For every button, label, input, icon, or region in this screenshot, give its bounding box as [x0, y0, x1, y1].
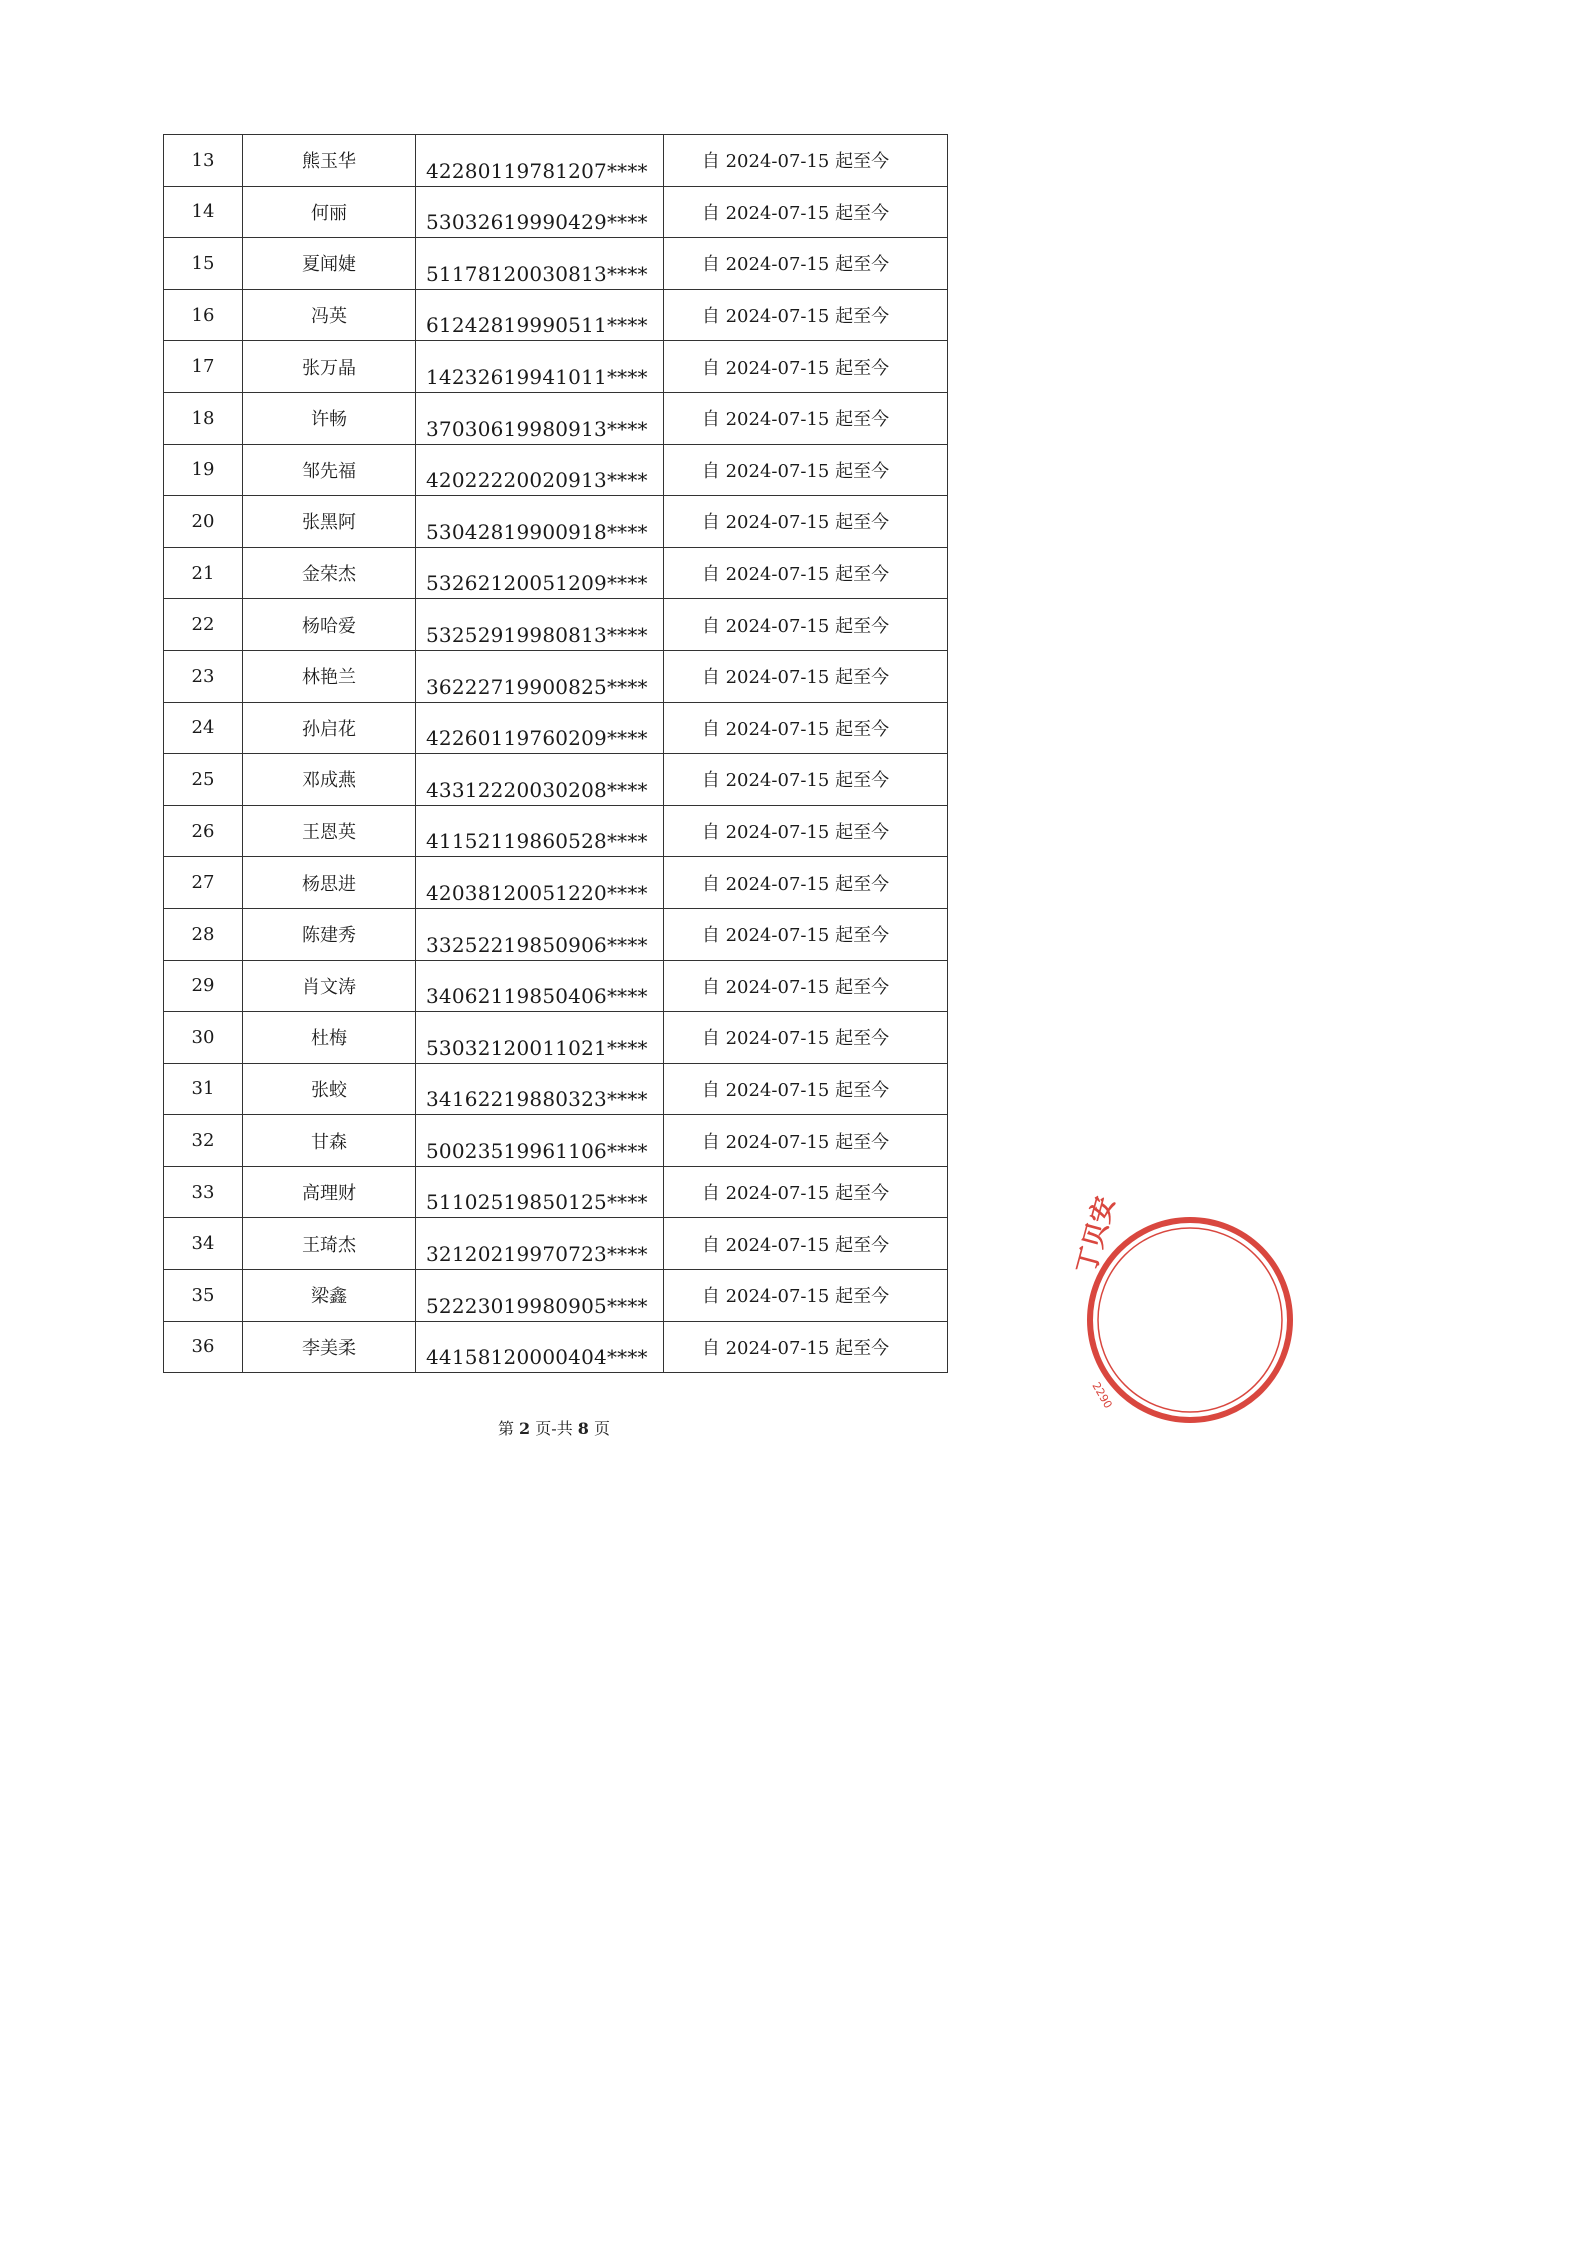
- svg-text:丁贝安: 丁贝安: [1071, 1193, 1121, 1277]
- id-number: 61242819990511****: [426, 313, 648, 338]
- start-date: 自 2024-07-15 起至今: [701, 564, 890, 586]
- row-number: 35: [191, 1284, 215, 1306]
- id-number: 43312220030208****: [426, 777, 648, 802]
- person-name: 梁鑫: [311, 1286, 347, 1308]
- row-number: 20: [191, 510, 215, 532]
- id-number: 53042819900918****: [426, 519, 648, 544]
- row-number: 14: [191, 201, 215, 223]
- person-name: 王恩英: [302, 822, 356, 844]
- table-body: [164, 135, 948, 1373]
- row-number: 19: [191, 459, 215, 481]
- start-date: 自 2024-07-15 起至今: [701, 512, 890, 534]
- id-number: 53032120011021****: [426, 1035, 648, 1060]
- person-name: 熊玉华: [302, 151, 356, 173]
- person-name: 张黑阿: [302, 512, 356, 534]
- person-name: 邓成燕: [302, 770, 356, 792]
- id-number: 32120219970723****: [426, 1242, 648, 1267]
- start-date: 自 2024-07-15 起至今: [701, 1234, 890, 1256]
- person-name: 张蛟: [311, 1079, 347, 1101]
- start-date: 自 2024-07-15 起至今: [701, 925, 890, 947]
- table-row: [164, 444, 948, 496]
- svg-text:2290: 2290: [1089, 1380, 1115, 1411]
- start-date: 自 2024-07-15 起至今: [701, 254, 890, 276]
- person-name: 肖文涛: [302, 976, 356, 998]
- personnel-table: [163, 134, 948, 1373]
- start-date: 自 2024-07-15 起至今: [701, 151, 890, 173]
- start-date: 自 2024-07-15 起至今: [701, 1131, 890, 1153]
- start-date: 自 2024-07-15 起至今: [701, 667, 890, 689]
- person-name: 何丽: [311, 202, 347, 224]
- id-number: 51178120030813****: [426, 261, 648, 286]
- row-number: 18: [191, 407, 215, 429]
- table-row: [164, 238, 948, 290]
- id-number: 34162219880323****: [426, 1087, 648, 1112]
- page-footer: [0, 1416, 1108, 1439]
- person-name: 邹先福: [302, 460, 356, 482]
- table-row: [164, 547, 948, 599]
- table-row: [164, 1218, 948, 1270]
- id-number: 41152119860528****: [426, 829, 648, 854]
- row-number: 28: [191, 923, 215, 945]
- table-row: [164, 908, 948, 960]
- footer-middle: 页-共: [535, 1419, 573, 1438]
- row-number: 27: [191, 872, 215, 894]
- official-seal: [1071, 1193, 1140, 1425]
- row-number: 21: [191, 562, 215, 584]
- table-row: [164, 1166, 948, 1218]
- row-number: 34: [191, 1233, 215, 1255]
- footer-prefix: 第: [497, 1419, 514, 1438]
- person-name: 甘森: [311, 1131, 347, 1153]
- table-row: [164, 496, 948, 548]
- footer-suffix: 页: [594, 1419, 611, 1438]
- start-date: 自 2024-07-15 起至今: [701, 718, 890, 740]
- row-number: 29: [191, 975, 215, 997]
- id-number: 36222719900825****: [426, 674, 648, 699]
- table-row: [164, 857, 948, 909]
- row-number: 23: [191, 665, 215, 687]
- row-number: 26: [191, 820, 215, 842]
- id-number: 34062119850406****: [426, 984, 648, 1009]
- start-date: 自 2024-07-15 起至今: [701, 357, 890, 379]
- id-number: 37030619980913****: [426, 416, 648, 441]
- table-row: [164, 650, 948, 702]
- start-date: 自 2024-07-15 起至今: [701, 1079, 890, 1101]
- person-name: 金荣杰: [302, 564, 356, 586]
- row-number: 22: [191, 614, 215, 636]
- id-number: 14232619941011****: [426, 364, 648, 389]
- person-name: 陈建秀: [302, 925, 356, 947]
- person-name: 王琦杰: [302, 1234, 356, 1256]
- id-number: 42260119760209****: [426, 726, 648, 751]
- id-number: 52223019980905****: [426, 1293, 648, 1318]
- start-date: 自 2024-07-15 起至今: [701, 460, 890, 482]
- table-row: [164, 1063, 948, 1115]
- row-number: 32: [191, 1130, 215, 1152]
- row-number: 15: [191, 252, 215, 274]
- person-name: 杜梅: [311, 1028, 347, 1050]
- start-date: 自 2024-07-15 起至今: [701, 409, 890, 431]
- start-date: 自 2024-07-15 起至今: [701, 1286, 890, 1308]
- person-name: 张万晶: [302, 357, 356, 379]
- row-number: 24: [191, 717, 215, 739]
- table-row: [164, 1321, 948, 1373]
- id-number: 42280119781207****: [426, 158, 648, 183]
- table-row: [164, 392, 948, 444]
- start-date: 自 2024-07-15 起至今: [701, 873, 890, 895]
- table-row: [164, 805, 948, 857]
- row-number: 30: [191, 1026, 215, 1048]
- start-date: 自 2024-07-15 起至今: [701, 306, 890, 328]
- table-row: [164, 702, 948, 754]
- table-row: [164, 1012, 948, 1064]
- table-row: [164, 960, 948, 1012]
- table-row: [164, 599, 948, 651]
- id-number: 42022220020913****: [426, 468, 648, 493]
- person-name: 冯英: [311, 306, 347, 328]
- start-date: 自 2024-07-15 起至今: [701, 1337, 890, 1359]
- person-name: 孙启花: [302, 718, 356, 740]
- person-name: 夏闻婕: [302, 254, 356, 276]
- table-row: [164, 1115, 948, 1167]
- person-name: 林艳兰: [302, 667, 356, 689]
- start-date: 自 2024-07-15 起至今: [701, 202, 890, 224]
- start-date: 自 2024-07-15 起至今: [701, 615, 890, 637]
- table-row: [164, 289, 948, 341]
- current-page-number: 2: [519, 1419, 531, 1438]
- id-number: 50023519961106****: [426, 1138, 648, 1163]
- start-date: 自 2024-07-15 起至今: [701, 770, 890, 792]
- person-name: 许畅: [311, 409, 347, 431]
- start-date: 自 2024-07-15 起至今: [701, 1028, 890, 1050]
- row-number: 25: [191, 768, 215, 790]
- start-date: 自 2024-07-15 起至今: [701, 822, 890, 844]
- table-row: [164, 341, 948, 393]
- id-number: 42038120051220****: [426, 880, 648, 905]
- row-number: 17: [191, 356, 215, 378]
- person-name: 高理财: [302, 1183, 356, 1205]
- start-date: 自 2024-07-15 起至今: [701, 1182, 890, 1204]
- seal-graphic: [1071, 1193, 1140, 1425]
- row-number: 13: [191, 149, 215, 171]
- table-row: [164, 754, 948, 806]
- row-number: 33: [191, 1181, 215, 1203]
- row-number: 36: [191, 1336, 215, 1358]
- person-name: 李美柔: [302, 1337, 356, 1359]
- id-number: 51102519850125****: [426, 1190, 648, 1215]
- id-number: 53252919980813****: [426, 622, 648, 647]
- table-row: [164, 186, 948, 238]
- person-name: 杨思进: [302, 873, 356, 895]
- row-number: 31: [191, 1078, 215, 1100]
- table-row: [164, 1270, 948, 1322]
- start-date: 自 2024-07-15 起至今: [701, 976, 890, 998]
- id-number: 33252219850906****: [426, 932, 648, 957]
- person-name: 杨哈爱: [302, 615, 356, 637]
- row-number: 16: [191, 304, 215, 326]
- id-number: 53032619990429****: [426, 210, 648, 235]
- table-row: [164, 135, 948, 187]
- id-number: 53262120051209****: [426, 571, 648, 596]
- total-page-number: 8: [577, 1419, 589, 1438]
- id-number: 44158120000404****: [426, 1345, 648, 1370]
